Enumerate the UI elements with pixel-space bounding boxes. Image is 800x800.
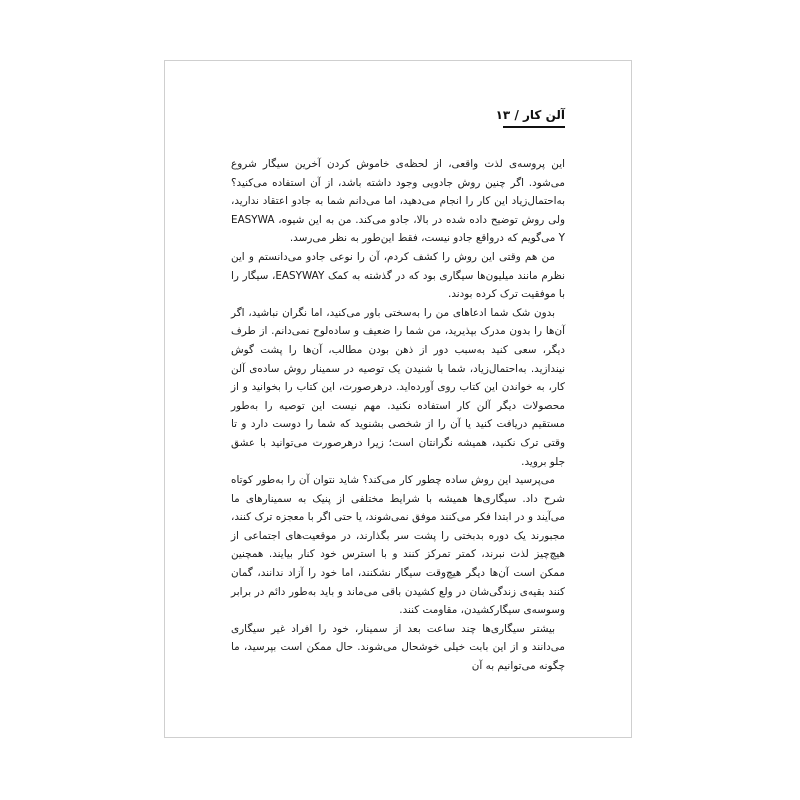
running-head-underline xyxy=(503,126,565,128)
paragraph-1: این پروسه‌ی لذت واقعی، از لحظه‌ی خاموش کردن آخرین سیگار شروع می‌شود. اگر چنین روش جادویی وجود داشته باشد، از آن استفاده می‌کنید؟ به‌احتمال‌زیاد این کار را انجام می‌دهید، اما می‌دانم شما به جادو اعتقاد ندارید، ولی روش توضیح داده شده در بالا، جادو می‌کند. من به این شیوه، EASYWA Y می‌گویم که درواقع جادو نیست، فقط این‌طور به نظر می‌رسد. xyxy=(231,158,565,245)
body-text xyxy=(231,155,565,676)
paragraph-5: بیشتر سیگاری‌ها چند ساعت بعد از سمینار، خود را افراد غیر سیگاری می‌دانند و از این بابت خیلی خوشحال می‌شوند. حال ممکن است بپرسید، ما چگونه می‌توانیم به آن xyxy=(231,622,565,673)
paragraph-4: می‌پرسید این روش ساده چطور کار می‌کند؟ شاید نتوان آن را به‌طور کوتاه شرح داد. سیگاری‌ها همیشه با شرایط مختلفی از پنیک به سمینارهای ما می‌آیند و در ابتدا فکر می‌کنند موفق نمی‌شوند، یا حتی اگر با معجزه ترک کنند، مجبورند یک دوره بدبختی را پشت سر بگذارند، در موقعیت‌های اجتماعی از هیچ‌چیز لذت نبرند، کمتر تمرکز کنند و با استرس خود کنار بیایند. همچنین ممکن است آن‌ها دیگر هیچ‌وقت سیگار نشکنند، اما خود را آزاد ندانند، گمان کنند بقیه‌ی زندگی‌شان در ولع کشیدن باقی می‌ماند و باید به‌طور دائم در برابر وسوسه‌ی سیگارکشیدن، مقاومت کنند. xyxy=(231,474,565,617)
paragraph-3: بدون شک شما ادعاهای من را به‌سختی باور می‌کنید، اما نگران نباشید، اگر آن‌ها را بدون مدرک بپذیرید، من شما را ضعیف و ساده‌لوح نمی‌دانم. از طرف دیگر، سعی کنید به‌سبب دور از ذهن بودن مطالب، آن‌ها را پشت گوش نیندازید. به‌احتمال‌زیاد، شما با شنیدن یک توصیه در سمینار روش ساده‌ی آلن کار، به خواندن این کتاب روی آورده‌اید. درهرصورت، این کتاب را بخوانید و از محصولات دیگر آلن کار استفاده نکنید. مهم نیست این توصیه را به‌طور مستقیم دریافت کنید یا آن را از شخصی بشنوید که شما را دوست دارد و تا وقتی ترک نکنید، همیشه نگرانتان است؛ زیرا درهرصورت می‌توانید با عشق جلو بروید. xyxy=(231,306,565,468)
running-head xyxy=(231,105,565,125)
book-page xyxy=(164,60,632,738)
paragraph-2: من هم وقتی این روش را کشف کردم، آن را نوعی جادو می‌دانستم و این نظرم مانند میلیون‌ها سیگاری بود که در گذشته به کمک EASYWAY، سیگار را با موفقیت ترک کرده بودند. xyxy=(231,250,565,301)
running-head-text: آلن کار / ۱۳ xyxy=(495,108,565,122)
